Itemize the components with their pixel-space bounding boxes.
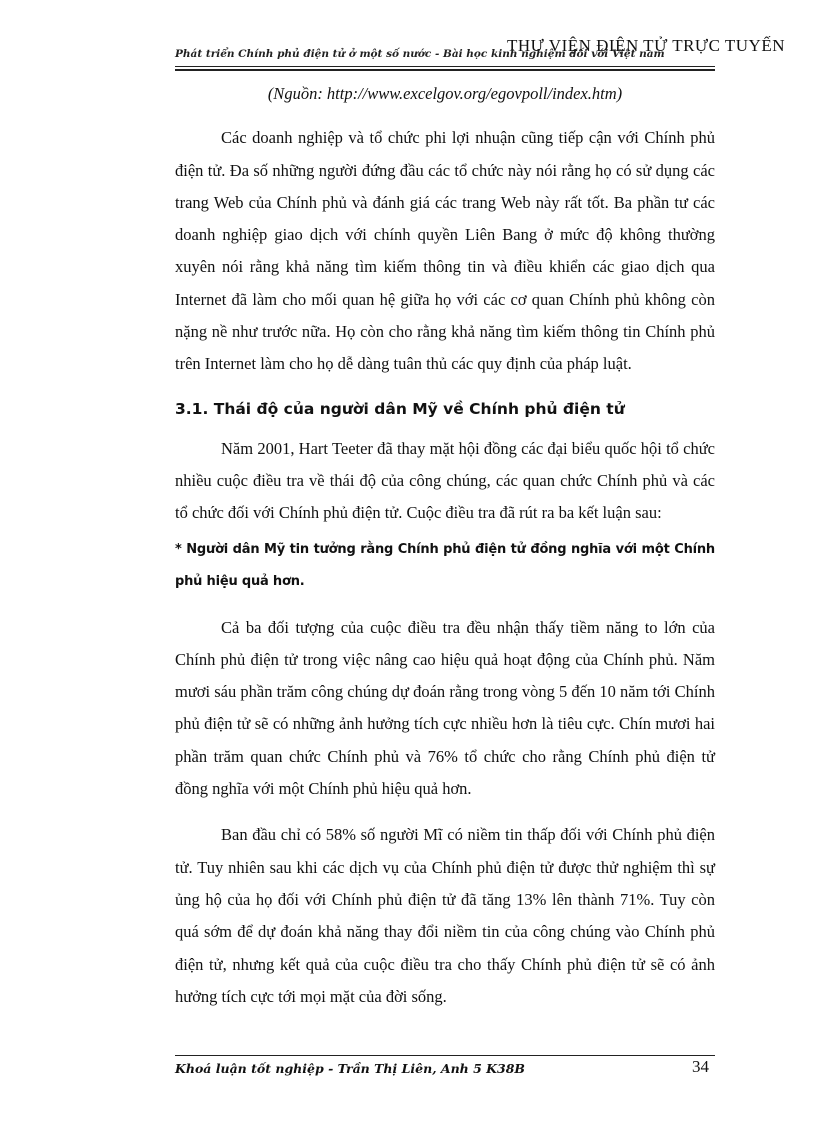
- header-divider: [175, 66, 715, 71]
- header-subtitle: Phát triển Chính phủ điện tử ở một số nước - Bài học kinh nghiệm đối với Việt nam: [175, 48, 665, 60]
- header-title: THƯ VIỆN ĐIỆN TỬ TRỰC TUYẾN: [507, 36, 785, 55]
- page-number: 34: [692, 1057, 709, 1076]
- body-paragraph: Các doanh nghiệp và tổ chức phi lợi nhuận cũng tiếp cận với Chính phủ điện tử. Đa số những người đứng đầu các tổ chức này nói rằng họ có sử dụng các trang Web của Chính phủ và đánh giá các trang Web này rất tốt. Ba phần tư các doanh nghiệp giao dịch với chính quyền Liên Bang ở mức độ không thường xuyên nói rằng khả năng tìm kiếm thông tin và điều khiển các giao dịch qua Internet đã làm cho mối quan hệ giữa họ với các cơ quan Chính phủ không còn nặng nề như trước nữa. Họ còn cho rằng khả năng tìm kiếm thông tin Chính phủ trên Internet làm cho họ dễ dàng tuân thủ các quy định của pháp luật.: [175, 128, 715, 374]
- page-body: [175, 78, 715, 1013]
- section-heading: 3.1. Thái độ của người dân Mỹ về Chính phủ điện tử: [175, 399, 625, 418]
- footer-author: Khoá luận tốt nghiệp - Trần Thị Liên, Anh 5 K38B: [175, 1061, 525, 1076]
- source-citation: (Nguồn: http://www.excelgov.org/egovpoll/index.htm): [267, 84, 623, 103]
- footer-divider: [175, 1055, 715, 1056]
- body-paragraph: Cả ba đối tượng của cuộc điều tra đều nhận thấy tiềm năng to lớn của Chính phủ điện tử trong việc nâng cao hiệu quả hoạt động của Chính phủ. Năm mươi sáu phần trăm công chúng dự đoán rằng trong vòng 5 đến 10 năm tới Chính phủ điện tử sẽ có những ảnh hưởng tích cực nhiều hơn là tiêu cực. Chín mươi hai phần trăm quan chức Chính phủ và 76% tổ chức cho rằng Chính phủ điện tử đồng nghĩa với một Chính phủ hiệu quả hơn.: [175, 617, 715, 799]
- body-paragraph: Ban đầu chỉ có 58% số người Mĩ có niềm tin thấp đối với Chính phủ điện tử. Tuy nhiên sau khi các dịch vụ của Chính phủ điện tử được thử nghiệm thì sự ủng hộ của họ đối với Chính phủ điện tử đã tăng 13% lên thành 71%. Tuy còn quá sớm để dự đoán khả năng thay đổi niềm tin của công chúng vào Chính phủ điện tử, nhưng kết quả của cuộc điều tra cho thấy Chính phủ điện tử sẽ có ảnh hưởng tích cực tới mọi mặt của đời sống.: [175, 825, 715, 1006]
- body-paragraph: Năm 2001, Hart Teeter đã thay mặt hội đồng các đại biểu quốc hội tổ chức nhiều cuộc điều tra về thái độ của công chúng, các quan chức Chính phủ và các tổ chức đối với Chính phủ điện tử. Cuộc điều tra đã rút ra ba kết luận sau:: [175, 438, 715, 523]
- highlighted-finding: * Người dân Mỹ tin tưởng rằng Chính phủ điện tử đồng nghĩa với một Chính phủ hiệu quả hơn.: [175, 541, 715, 589]
- page-header: [175, 30, 785, 66]
